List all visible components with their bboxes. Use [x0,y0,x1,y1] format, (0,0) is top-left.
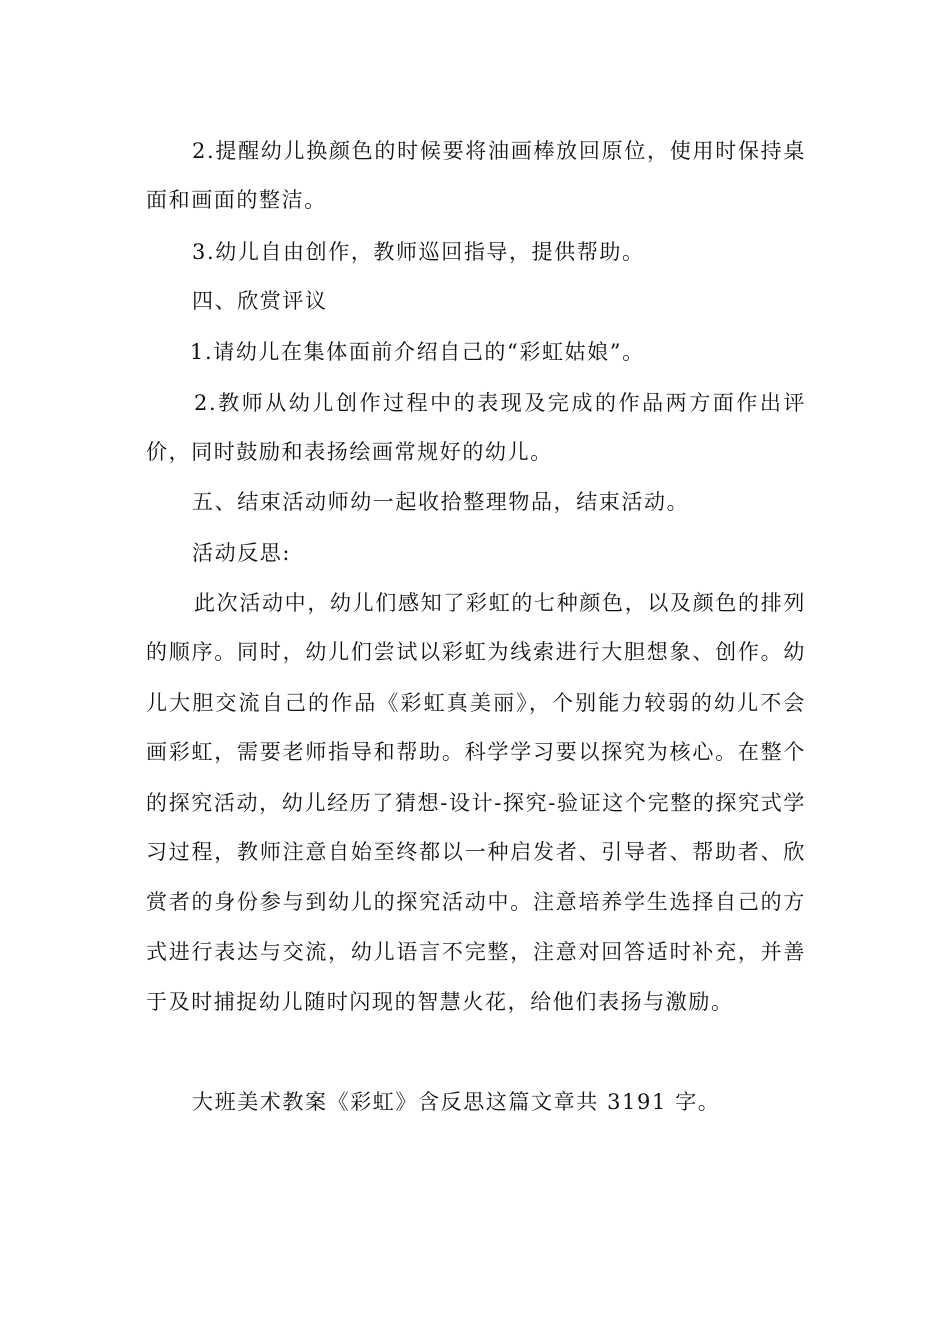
paragraph-line: 画彩虹，需要老师指导和帮助。科学学习要以探究为核心。在整个 [146,740,806,764]
paragraph-line: 此次活动中，幼儿们感知了彩虹的七种颜色，以及颜色的排列 [194,591,806,615]
section-heading: 五、结束活动师幼一起收拾整理物品，结束活动。 [192,490,690,514]
paragraph-line: 式进行表达与交流，幼儿语言不完整，注意对回答适时补充，并善 [146,940,806,964]
paragraph-line: 习过程，教师注意自始至终都以一种启发者、引导者、帮助者、欣 [146,840,806,864]
paragraph-line: 面和画面的整洁。 [146,188,327,212]
paragraph-line: 于及时捕捉幼儿随时闪现的智慧火花，给他们表扬与激励。 [146,990,734,1014]
paragraph-line: 儿大胆交流自己的作品《彩虹真美丽》，个别能力较弱的幼儿不会 [146,691,806,715]
word-count-footer: 大班美术教案《彩虹》含反思这篇文章共 3191 字。 [192,1090,721,1114]
paragraph-line: 3.幼儿自由创作，教师巡回指导，提供帮助。 [192,240,645,264]
paragraph-line: 赏者的身份参与到幼儿的探究活动中。注意培养学生选择自己的方 [146,890,806,914]
paragraph-line: 2.提醒幼儿换颜色的时候要将油画棒放回原位，使用时保持桌 [192,139,806,163]
section-heading: 四、欣赏评议 [192,289,328,313]
paragraph-line: 价，同时鼓励和表扬绘画常规好的幼儿。 [146,440,553,464]
paragraph-line: 2.教师从幼儿创作过程中的表现及完成的作品两方面作出评 [194,391,806,415]
paragraph-line: 1.请幼儿在集体面前介绍自己的“彩虹姑娘”。 [190,340,645,364]
paragraph-line: 的探究活动，幼儿经历了猜想-设计-探究-验证这个完整的探究式学 [146,791,806,815]
section-heading: 活动反思: [192,541,292,565]
paragraph-line: 的顺序。同时，幼儿们尝试以彩虹为线索进行大胆想象、创作。幼 [146,640,806,664]
